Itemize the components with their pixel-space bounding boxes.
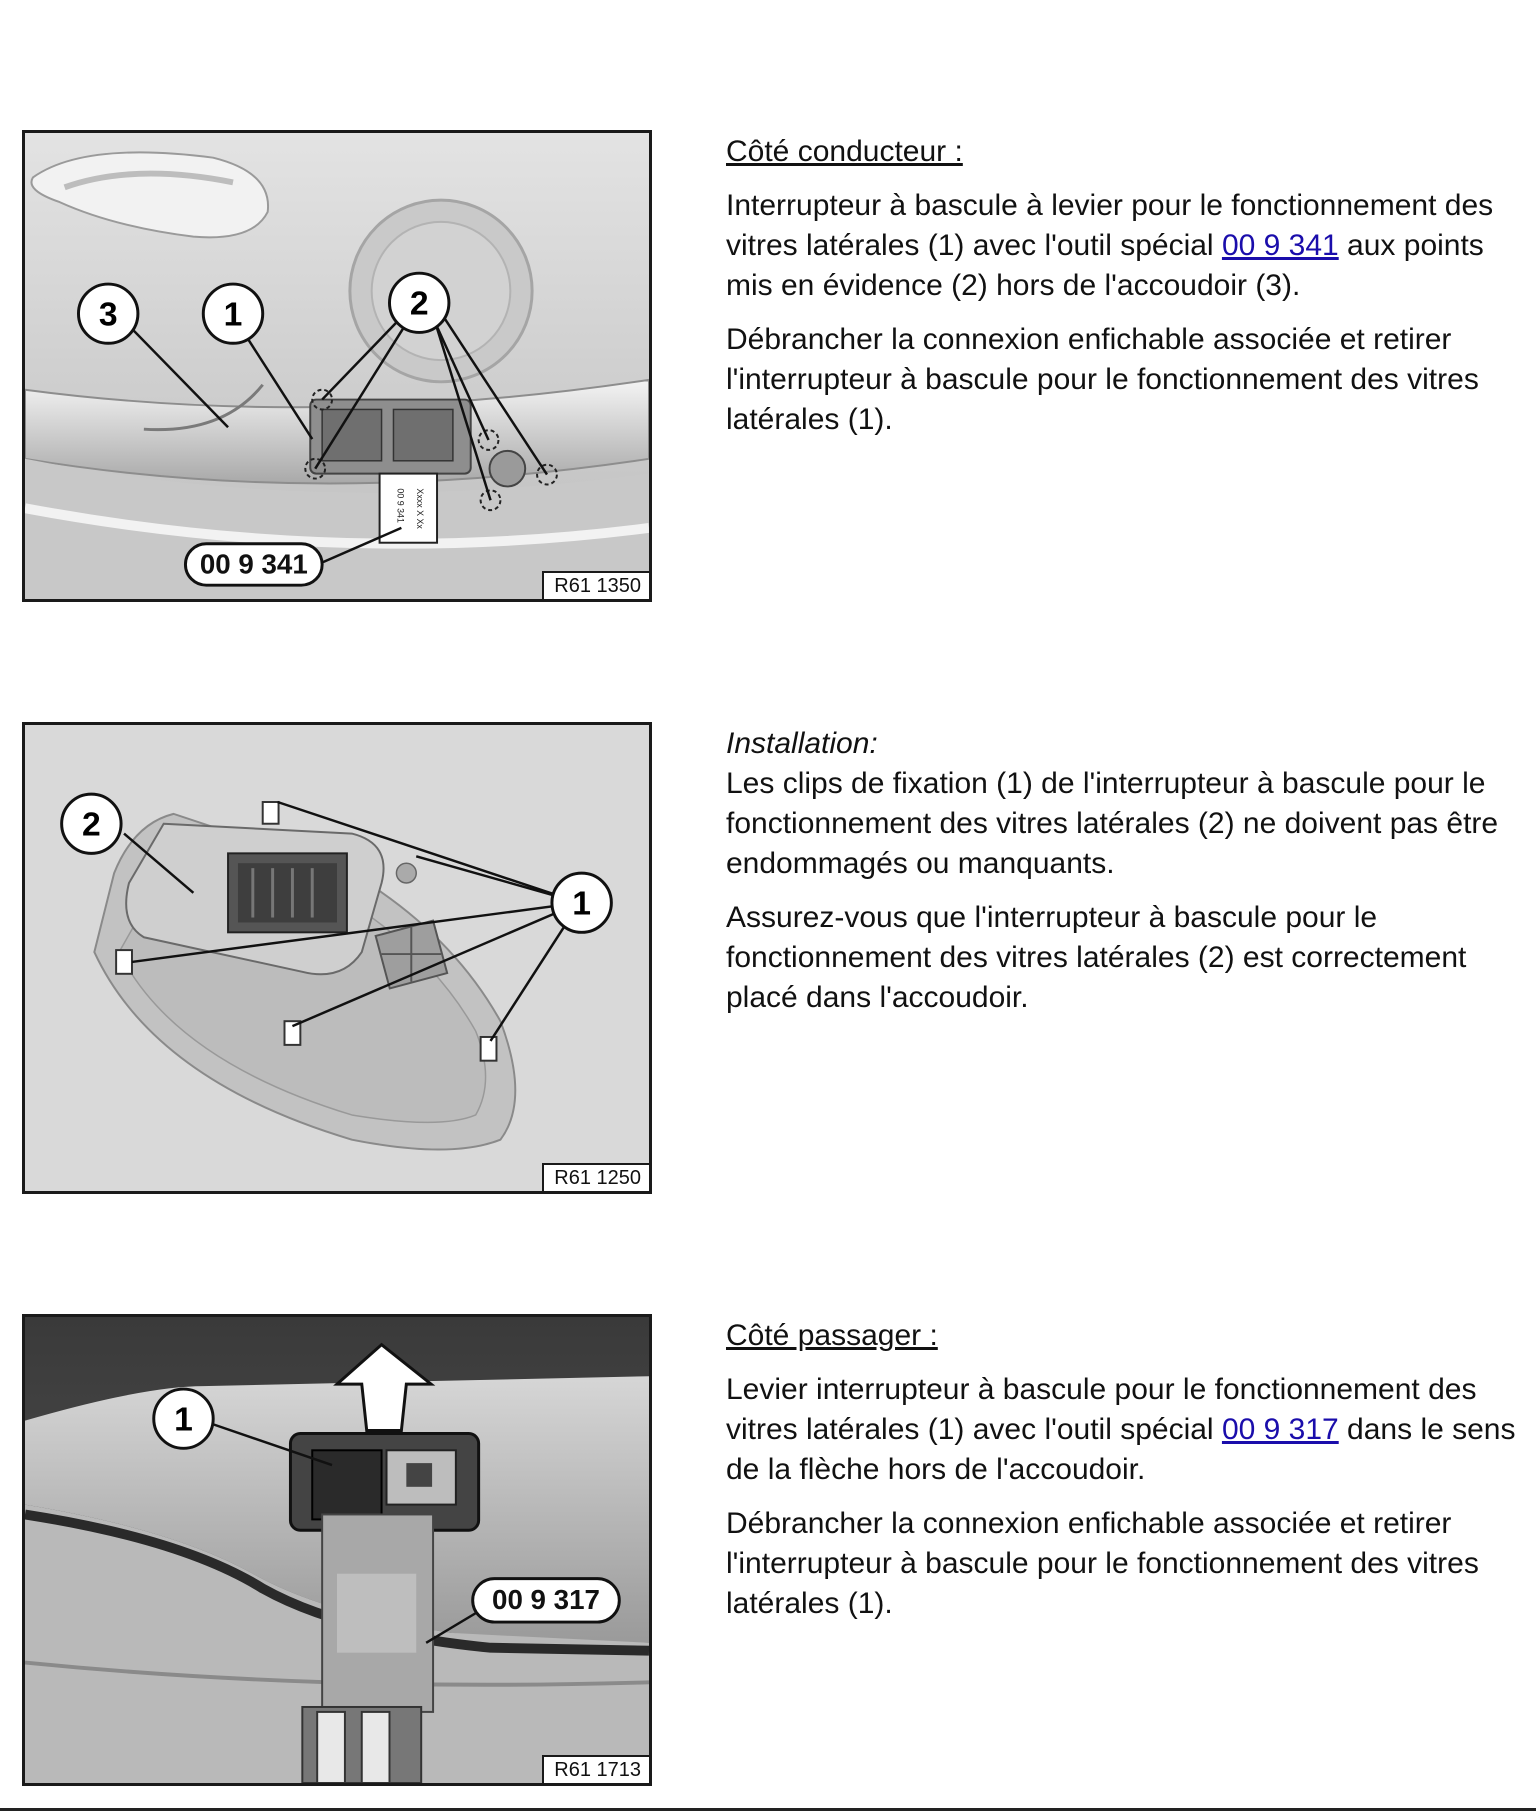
instruction-block bbox=[726, 1316, 1516, 1638]
svg-text:00 9 341: 00 9 341 bbox=[199, 548, 308, 580]
section-heading: Côté passager : bbox=[726, 1319, 938, 1352]
tool-link-00-9-317[interactable]: 00 9 317 bbox=[1221, 1413, 1339, 1446]
svg-text:3: 3 bbox=[98, 296, 118, 334]
svg-text:2: 2 bbox=[81, 806, 101, 844]
svg-text:1: 1 bbox=[572, 885, 592, 923]
tool-print-subcode: Xxxx X Xx bbox=[415, 488, 426, 529]
illustration-driver-door bbox=[25, 133, 649, 599]
instruction-paragraph: Assurez-vous que l'interrupteur à bascule pour le fonctionnement des vitres latérales (2) est correctement placé dans l'accoudoir. bbox=[726, 901, 1467, 1014]
tool-link-00-9-341[interactable]: 00 9 341 bbox=[1221, 229, 1339, 262]
figure-passenger-switch-removal bbox=[22, 1314, 652, 1786]
tool-tag-00-9-341 bbox=[185, 544, 322, 585]
svg-text:00 9 317: 00 9 317 bbox=[492, 1584, 600, 1616]
instruction-paragraph: Les clips de fixation (1) de l'interrupteur à bascule pour le fonctionnement des vitres latérales (2) ne doivent pas être endommagés ou manquants. bbox=[726, 767, 1499, 880]
section-heading: Installation: bbox=[726, 727, 878, 760]
instruction-block bbox=[726, 724, 1516, 1032]
instruction-paragraph: Débrancher la connexion enfichable associée et retirer l'interrupteur à bascule pour le fonctionnement des vitres latérales (1). bbox=[726, 323, 1479, 436]
instruction-block bbox=[726, 132, 1516, 454]
illustration-switch-unit bbox=[25, 725, 649, 1191]
tool-tag-00-9-317 bbox=[473, 1579, 620, 1622]
figure-driver-switch-removal bbox=[22, 130, 652, 602]
instruction-paragraph: Levier interrupteur à bascule pour le fonctionnement des vitres latérales (1) avec l'outil spécial 00 9 317 dans le sens de la flèche hors de l'accoudoir. bbox=[726, 1373, 1516, 1486]
callout-1 bbox=[154, 1389, 213, 1448]
figure-id-label: R61 1350 bbox=[542, 571, 649, 599]
callout-3 bbox=[78, 284, 137, 343]
figure-switch-clips bbox=[22, 722, 652, 1194]
callout-2 bbox=[62, 794, 121, 853]
callout-1 bbox=[552, 873, 611, 932]
illustration-passenger-door bbox=[25, 1317, 649, 1783]
tool-print-code: 00 9 341 bbox=[395, 488, 406, 523]
bottom-divider bbox=[0, 1808, 1536, 1811]
section-heading: Côté conducteur : bbox=[726, 135, 963, 168]
callout-2 bbox=[389, 273, 448, 332]
callout-1 bbox=[203, 284, 262, 343]
instruction-paragraph: Interrupteur à bascule à levier pour le fonctionnement des vitres latérales (1) avec l'outil spécial 00 9 341 aux points mis en évidence (2) hors de l'accoudoir (3). bbox=[726, 189, 1494, 302]
svg-text:1: 1 bbox=[174, 1401, 193, 1439]
figure-id-label: R61 1713 bbox=[542, 1755, 649, 1783]
svg-text:1: 1 bbox=[223, 296, 243, 334]
figure-id-label: R61 1250 bbox=[542, 1163, 649, 1191]
instruction-paragraph: Débrancher la connexion enfichable associée et retirer l'interrupteur à bascule pour le fonctionnement des vitres latérales (1). bbox=[726, 1507, 1479, 1620]
svg-text:2: 2 bbox=[409, 285, 429, 323]
